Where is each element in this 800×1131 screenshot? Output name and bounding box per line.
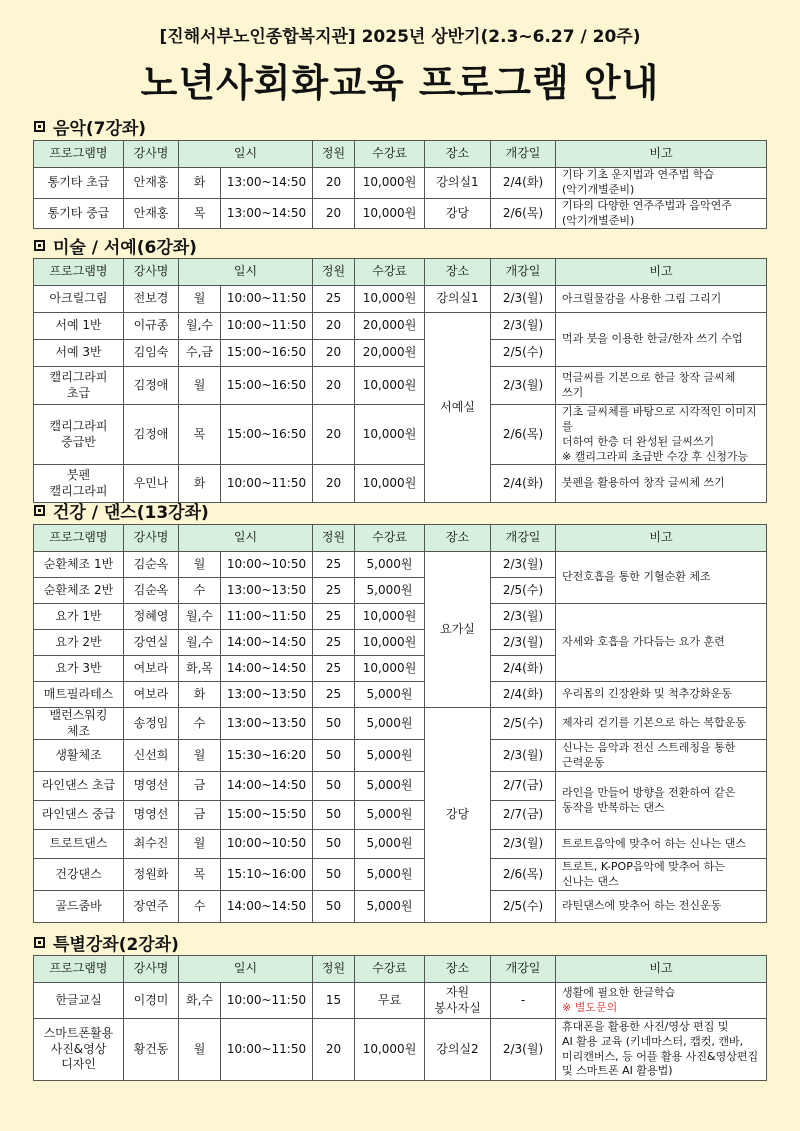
table-row: 순환체조 1반 김순옥 월 10:00~10:50 25 5,000원 요가실 2/3(월) 단전호흡을 통한 기혈순환 체조 <box>34 552 767 578</box>
table-header-row: 프로그램명 강사명 일시 정원 수강료 장소 개강일 비고 <box>34 259 767 286</box>
section-title-music: 음악(7강좌) <box>34 114 146 139</box>
page-title: 노년사회화교육 프로그램 안내 <box>140 61 660 105</box>
square-bullet-icon <box>34 505 45 516</box>
art-table <box>33 258 767 503</box>
health-table <box>33 524 767 923</box>
table-row: 요가 3반 여보라 화,목 14:00~14:50 25 10,000원 2/4(화) <box>34 656 767 682</box>
table-row: 건강댄스 정원화 목 15:10~16:00 50 5,000원 2/6(목) 트로트, K-POP음악에 맞추어 하는 신나는 댄스 <box>34 859 767 891</box>
section-title-health: 건강 / 댄스(13강좌) <box>34 498 209 523</box>
table-row: 요가 1반 정혜영 월,수 11:00~11:50 25 10,000원 2/3(월) 자세와 호흡을 가다듬는 요가 훈련 <box>34 604 767 630</box>
table-row: 라인댄스 중급 명영선 금 15:00~15:50 50 5,000원 2/7(금) <box>34 801 767 830</box>
table-row: 서예 1반 이규종 월,수 10:00~11:50 20 20,000원 서예실 2/3(월) 먹과 붓을 이용한 한글/한자 쓰기 수업 <box>34 313 767 340</box>
place-merged-cell: 서예실 <box>425 313 491 503</box>
table-row: 밸런스워킹 체조 송정임 수 13:00~13:50 50 5,000원 강당 2/5(수) 제자리 걷기를 기본으로 하는 복합운동 <box>34 708 767 740</box>
table-row: 골드줌바 장연주 수 14:00~14:50 50 5,000원 2/5(수) 라틴댄스에 맞추어 하는 전신운동 <box>34 891 767 923</box>
square-bullet-icon <box>34 240 45 251</box>
place-merged-cell: 요가실 <box>425 552 491 708</box>
square-bullet-icon <box>34 937 45 948</box>
square-bullet-icon <box>34 121 45 132</box>
section-title-special: 특별강좌(2강좌) <box>34 930 179 955</box>
table-row: 라인댄스 초급 명영선 금 14:00~14:50 50 5,000원 2/7(금) 라인을 만들어 방향을 전환하여 같은 동작을 반복하는 댄스 <box>34 772 767 801</box>
table-row: 붓펜 캘리그라피 우민나 화 10:00~11:50 20 10,000원 2/4(화) 붓펜을 활용하여 창작 글씨체 쓰기 <box>34 465 767 503</box>
table-row: 트로트댄스 최수진 월 10:00~10:50 50 5,000원 2/3(월) 트로트음악에 맞추어 하는 신나는 댄스 <box>34 830 767 859</box>
table-header-row: 프로그램명 강사명 일시 정원 수강료 장소 개강일 비고 <box>34 525 767 552</box>
special-notice: ※ 별도문의 <box>562 1000 618 1014</box>
table-header-row: 프로그램명 강사명 일시 정원 수강료 장소 개강일 비고 <box>34 141 767 168</box>
table-row: 스마트폰활용 사진&영상 디자인 황건동 월 10:00~11:50 20 10,000원 강의실2 2/3(월) 휴대폰을 활용한 사진/영상 편집 및 AI 활용 교육 (키네마스터, 캡컷, 캔바, 미리캔버스, 등 어플 활용 사진&영상편집 및 스마트폰 AI 활용법) <box>34 1019 767 1081</box>
table-row: 요가 2반 강연실 월,수 14:00~14:50 25 10,000원 2/3(월) <box>34 630 767 656</box>
table-row: 아크릴그림 전보경 월 10:00~11:50 25 10,000원 강의실1 2/3(월) 아크릴물감을 사용한 그림 그리기 <box>34 286 767 313</box>
table-row: 서예 3반 김임숙 수,금 15:00~16:50 20 20,000원 2/5(수) <box>34 340 767 367</box>
table-row: 생활체조 신선희 월 15:30~16:20 50 5,000원 2/3(월) 신나는 음악과 전신 스트레칭을 통한 근력운동 <box>34 740 767 772</box>
table-row: 캘리그라피 초급 김정애 월 15:00~16:50 20 10,000원 2/3(월) 먹글씨를 기본으로 한글 창작 글씨체 쓰기 <box>34 367 767 405</box>
table-row: 매트필라테스 여보라 화 13:00~13:50 25 5,000원 2/4(화) 우리몸의 긴장완화 및 척추강화운동 <box>34 682 767 708</box>
table-row: 통기타 초급 안재홍 화 13:00~14:50 20 10,000원 강의실1 2/4(화) 기타 기초 운지법과 연주법 학습 (악기개별준비) <box>34 168 767 199</box>
section-title-art: 미술 / 서예(6강좌) <box>34 233 197 258</box>
table-header-row: 프로그램명 강사명 일시 정원 수강료 장소 개강일 비고 <box>34 956 767 983</box>
special-table <box>33 955 767 1081</box>
table-row: 한글교실 이경미 화,수 10:00~11:50 15 무료 자원 봉사자실 - 생활에 필요한 한글학습 ※ 별도문의 <box>34 983 767 1019</box>
page-subtitle: [진해서부노인종합복지관] 2025년 상반기(2.3~6.27 / 20주) <box>159 27 641 47</box>
table-row: 통기타 중급 안재홍 목 13:00~14:50 20 10,000원 강당 2/6(목) 기타의 다양한 연주주법과 음악연주 (악기개별준비) <box>34 198 767 229</box>
table-row: 순환체조 2반 김순옥 수 13:00~13:50 25 5,000원 2/5(수) <box>34 578 767 604</box>
table-row: 캘리그라피 중급반 김정애 목 15:00~16:50 20 10,000원 2/6(목) 기초 글씨체를 바탕으로 시각적인 이미지를 더하여 한층 더 완성된 글씨쓰기 ※ 캘리그라피 초급반 수강 후 신청가능 <box>34 405 767 465</box>
place-merged-cell: 강당 <box>425 708 491 923</box>
music-table <box>33 140 767 229</box>
